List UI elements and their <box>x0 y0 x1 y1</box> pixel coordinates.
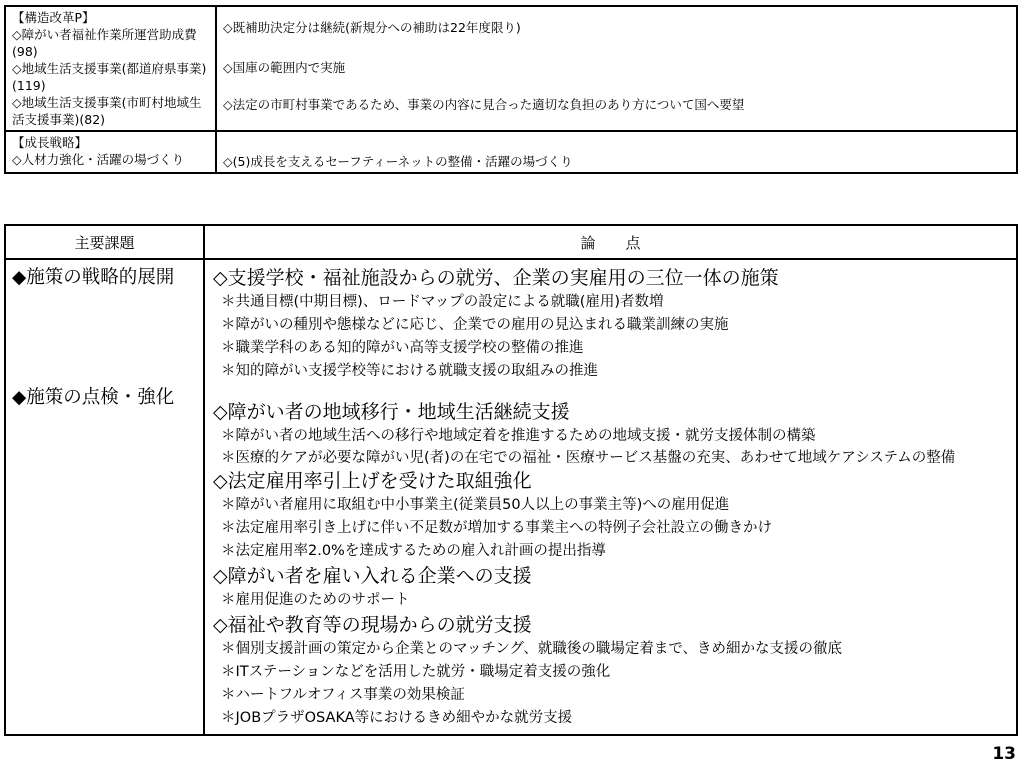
section-1-item-3: ＊職業学科のある知的障がい高等支援学校の整備の推進 <box>221 340 584 356</box>
section-5-item-4: ＊JOBプラザOSAKA等におけるきめ細やかな就労支援 <box>221 710 573 726</box>
section-heading-4: ◇障がい者を雇い入れる企業への支援 <box>213 565 532 587</box>
reform-label: 【構造改革P】 <box>12 10 95 25</box>
structural-reform-row <box>5 6 1017 131</box>
reform-item-3: ◇地域生活支援事業(市町村地域生活支援事業)(82) <box>12 95 202 127</box>
section-3-item-2: ＊法定雇用率引き上げに伴い不足数が増加する事業主への特例子会社設立の働きかけ <box>221 520 772 536</box>
section-5-item-2: ＊ITステーションなどを活用した就労・職場定着支援の強化 <box>221 664 611 680</box>
issues-table <box>4 224 1018 736</box>
section-2-item-1: ＊障がい者の地域生活への移行や地域定着を推進するための地域支援・就労支援体制の構築 <box>221 428 816 444</box>
section-1-item-1: ＊共通目標(中期目標)、ロードマップの設定による就職(雇用)者数増 <box>221 294 664 310</box>
growth-strategy-cell <box>5 131 216 173</box>
section-5-item-1: ＊個別支援計画の策定から企業とのマッチング、就職後の職場定着まで、きめ細かな支援の徹底 <box>221 641 843 657</box>
section-1-item-4: ＊知的障がい支援学校等における就職支援の取組みの推進 <box>221 363 598 379</box>
section-1-item-2: ＊障がいの種別や態様などに応じ、企業での雇用の見込まれる職業訓練の実施 <box>221 317 729 333</box>
section-5-item-3: ＊ハートフルオフィス事業の効果検証 <box>221 687 465 703</box>
growth-note-1: ◇(5)成長を支えるセーフティーネットの整備・活躍の場づくり <box>223 154 573 169</box>
section-heading-5: ◇福祉や教育等の現場からの就労支援 <box>213 614 532 636</box>
issues-body-row <box>5 259 1017 735</box>
section-3-item-3: ＊法定雇用率2.0%を達成するための雇入れ計画の提出指導 <box>221 543 606 559</box>
structural-reform-cell <box>5 6 216 131</box>
section-heading-2: ◇障がい者の地域移行・地域生活継続支援 <box>213 401 570 423</box>
section-2-item-2: ＊医療的ケアが必要な障がい児(者)の在宅での福祉・医療サービス基盤の充実、あわせて地域ケアシステムの整備 <box>221 450 956 466</box>
growth-item-1: ◇人材力強化・活躍の場づくり <box>12 152 185 167</box>
reform-item-2: ◇地域生活支援事業(都道府県事業)(119) <box>12 61 207 93</box>
header-main-issues: 主要課題 <box>5 225 204 259</box>
issues-header-row <box>5 225 1017 259</box>
reform-item-1: ◇障がい者福祉作業所運営助成費(98) <box>12 27 197 59</box>
reform-note-3: ◇法定の市町村事業であるため、事業の内容に見合った適切な負担のあり方について国へ要望 <box>223 97 745 112</box>
reform-note-2: ◇国庫の範囲内で実施 <box>223 60 346 75</box>
issues-right-cell <box>204 259 1017 735</box>
issue-inspection-strengthening: ◆施策の点検・強化 <box>12 387 175 408</box>
issues-left-cell <box>5 259 204 735</box>
growth-label: 【成長戦略】 <box>12 135 88 150</box>
issue-strategic-development: ◆施策の戦略的展開 <box>12 267 175 288</box>
summary-table <box>4 5 1018 174</box>
header-points: 論 点 <box>204 225 1017 259</box>
section-spacer <box>213 383 1012 399</box>
section-heading-3: ◇法定雇用率引上げを受けた取組強化 <box>213 470 532 492</box>
section-4-item-1: ＊雇用促進のためのサポート <box>221 592 410 608</box>
page-number: 13 <box>992 744 1016 764</box>
section-3-item-1: ＊障がい者雇用に取組む中小事業主(従業員50人以上の事業主等)への雇用促進 <box>221 497 730 513</box>
structural-reform-notes <box>216 6 1017 131</box>
section-heading-1: ◇支援学校・福祉施設からの就労、企業の実雇用の三位一体の施策 <box>213 267 779 289</box>
reform-note-1: ◇既補助決定分は継続(新規分への補助は22年度限り) <box>223 20 521 35</box>
growth-strategy-row <box>5 131 1017 173</box>
growth-strategy-notes <box>216 131 1017 173</box>
